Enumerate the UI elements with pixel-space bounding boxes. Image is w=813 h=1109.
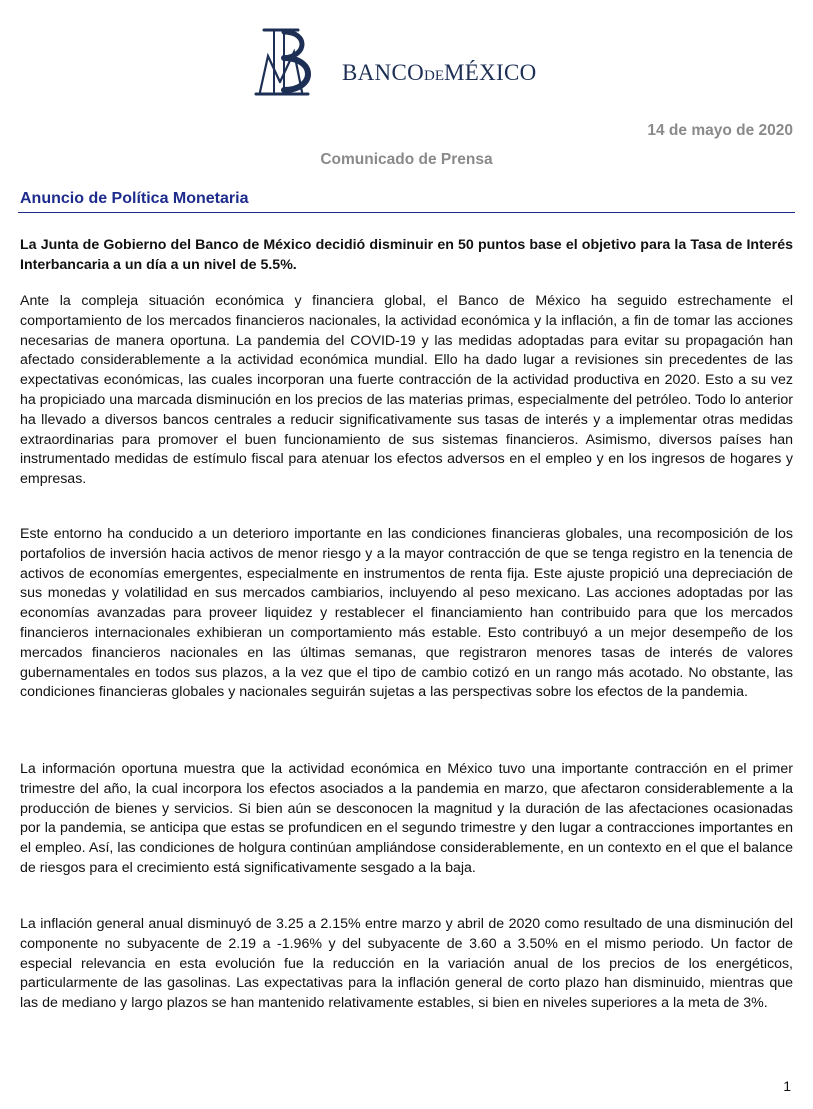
- body-paragraph-4: La inflación general anual disminuyó de 3.25 a 2.15% entre marzo y abril de 2020 como resultado de una disminución del componente no subyacente de 2.19 a -1.96% y del subyacente de 3.60 a 3.50% en el mismo periodo. Un factor de especial relevancia en esta evolución fue la reducción en la variación anual de los precios de los energéticos, particularmente de las gasolinas. Las expectativas para la inflación general de corto plazo han disminuido, mientras que las de mediano y largo plazos se han mantenido relativamente estables, si bien en niveles superiores a la meta de 3%.: [20, 916, 793, 1012]
- body-paragraph-2: Este entorno ha conducido a un deterioro importante en las condiciones financieras globales, una recomposición de los portafolios de inversión hacia activos de menor riesgo y a la mayor contracción de que se tenga registro en la tenencia de activos de economías emergentes, especialmente en instrumentos de renta fija. Este ajuste propició una depreciación de sus monedas y volatilidad en sus mercados cambiarios, incluyendo al peso mexicano. Las acciones adoptadas por las economías avanzadas para proveer liquidez y restablecer el financiamiento han contribuido para que los mercados financieros internacionales exhibieran un comportamiento más estable. Esto contribuyó a un mejor desempeño de los mercados financieros nacionales en las últimas semanas, que registraron menores tasas de interés de valores gubernamentales en todos sus plazos, a la vez que el tipo de cambio cotizó en un rango más acotado. No obstante, las condiciones financieras globales y nacionales seguirán sujetas a las perspectivas sobre los efectos de la pandemia.: [20, 526, 793, 701]
- body-paragraph-1: Ante la compleja situación económica y financiera global, el Banco de México ha seguido estrechamente el comportamiento de los mercados financieros nacionales, la actividad económica y la inflación, a fin de tomar las acciones necesarias de manera oportuna. La pandemia del COVID-19 y las medidas adoptadas para evitar su propagación han afectado considerablemente a la actividad económica mundial. Ello ha dado lugar a revisiones sin precedentes de las expectativas económicas, las cuales incorporan una fuerte contracción de la actividad productiva en 2020. Esto a su vez ha propiciado una marcada disminución en los precios de las materias primas, especialmente del petróleo. Todo lo anterior ha llevado a diversos bancos centrales a reducir significativamente sus tasas de interés y a implementar otras medidas extraordinarias para promover el buen funcionamiento de sus sistemas financieros. Asimismo, diversos países han instrumentado medidas de estímulo fiscal para atenuar los efectos adversos en el empleo y en los ingresos de hogares y empresas.: [20, 293, 793, 488]
- release-date: 14 de mayo de 2020: [647, 122, 793, 139]
- bank-name: BANCODEMÉXICO: [342, 60, 537, 85]
- title-divider: [18, 212, 795, 213]
- bank-logo: [250, 22, 570, 100]
- page-number: 1: [783, 1078, 791, 1094]
- section-title: Anuncio de Política Monetaria: [20, 190, 249, 207]
- lead-paragraph: La Junta de Gobierno del Banco de México decidió disminuir en 50 puntos base el objetivo para la Tasa de Interés Interbancaria a un día a un nivel de 5.5%.: [20, 237, 793, 273]
- body-paragraph-3: La información oportuna muestra que la actividad económica en México tuvo una importante contracción en el primer trimestre del año, la cual incorpora los efectos asociados a la pandemia en marzo, que afectaron considerablemente a la producción de bienes y servicios. Si bien aún se desconocen la magnitud y la duración de las afectaciones ocasionadas por la pandemia, se anticipa que estas se profundicen en el segundo trimestre y den lugar a contracciones importantes en el empleo. Así, las condiciones de holgura continúan ampliándose considerablemente, en un contexto en el que el balance de riesgos para el crecimiento está significativamente sesgado a la baja.: [20, 761, 793, 876]
- press-release-label: Comunicado de Prensa: [320, 151, 493, 168]
- bm-monogram-icon: [250, 22, 330, 100]
